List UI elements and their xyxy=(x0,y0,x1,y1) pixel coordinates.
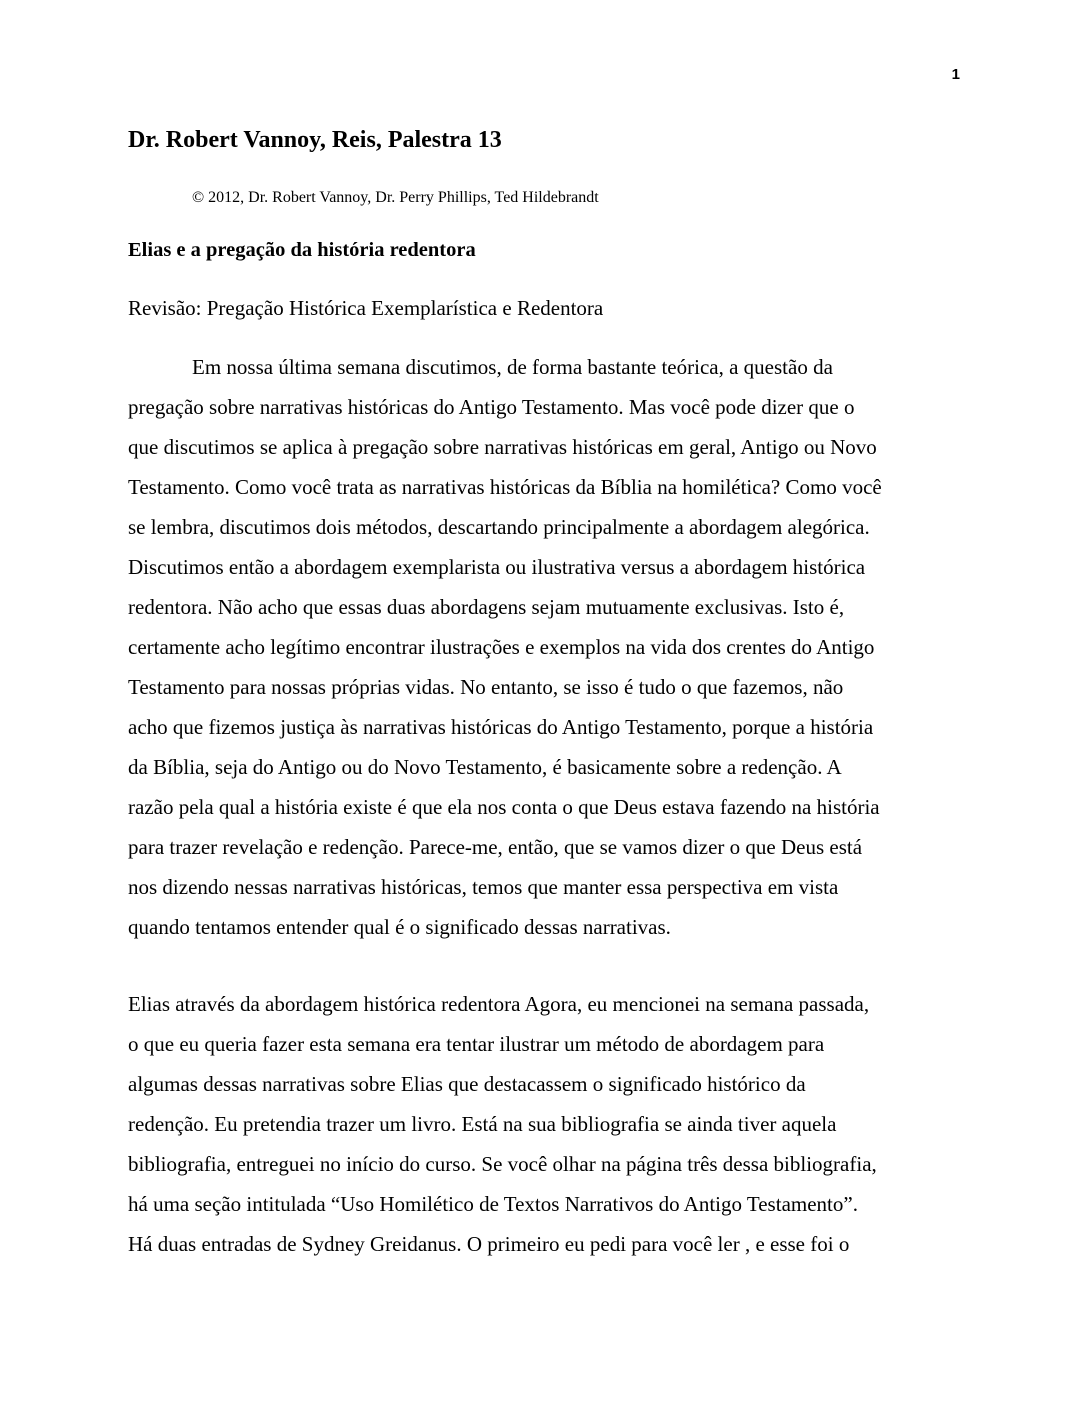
paragraph-2 xyxy=(128,992,966,1272)
paragraph-line: Em nossa última semana discutimos, de forma bastante teórica, a questão da xyxy=(192,355,833,379)
paragraph-line: há uma seção intitulada “Uso Homilético de Textos Narrativos do Antigo Testamento”. xyxy=(128,1192,858,1216)
paragraph-line: razão pela qual a história existe é que ela nos conta o que Deus estava fazendo na história xyxy=(128,795,880,819)
paragraph-line: Há duas entradas de Sydney Greidanus. O primeiro eu pedi para você ler , e esse foi o xyxy=(128,1232,850,1256)
paragraph-line: nos dizendo nessas narrativas históricas, temos que manter essa perspectiva em vista xyxy=(128,875,839,899)
paragraph-line: quando tentamos entender qual é o significado dessas narrativas. xyxy=(128,915,671,939)
paragraph-line: redentora. Não acho que essas duas abordagens sejam mutuamente exclusivas. Isto é, xyxy=(128,595,845,619)
page-number: 1 xyxy=(951,66,960,83)
paragraph-line: que discutimos se aplica à pregação sobre narrativas históricas em geral, Antigo ou Novo xyxy=(128,435,877,459)
paragraph-line: Testamento para nossas próprias vidas. No entanto, se isso é tudo o que fazemos, não xyxy=(128,675,844,699)
paragraph-line: pregação sobre narrativas históricas do Antigo Testamento. Mas você pode dizer que o xyxy=(128,395,855,419)
copyright-line: © 2012, Dr. Robert Vannoy, Dr. Perry Phillips, Ted Hildebrandt xyxy=(192,189,599,206)
paragraph-line: bibliografia, entreguei no início do curso. Se você olhar na página três dessa bibliografia, xyxy=(128,1152,877,1176)
review-subheading: Revisão: Pregação Histórica Exemplarística e Redentora xyxy=(128,296,604,320)
paragraph-line: Testamento. Como você trata as narrativas históricas da Bíblia na homilética? Como você xyxy=(128,475,882,499)
paragraph-line: da Bíblia, seja do Antigo ou do Novo Testamento, é basicamente sobre a redenção. A xyxy=(128,755,842,779)
document-title: Dr. Robert Vannoy, Reis, Palestra 13 xyxy=(128,127,502,153)
paragraph-line: se lembra, discutimos dois métodos, descartando principalmente a abordagem alegórica. xyxy=(128,515,870,539)
paragraph-line: o que eu queria fazer esta semana era tentar ilustrar um método de abordagem para xyxy=(128,1032,825,1056)
paragraph-line: redenção. Eu pretendia trazer um livro. Está na sua bibliografia se ainda tiver aquela xyxy=(128,1112,837,1136)
paragraph-line: certamente acho legítimo encontrar ilustrações e exemplos na vida dos crentes do Antigo xyxy=(128,635,875,659)
paragraph-line: Elias através da abordagem histórica redentora Agora, eu mencionei na semana passada, xyxy=(128,992,870,1016)
section-heading: Elias e a pregação da história redentora xyxy=(128,239,476,261)
paragraph-line: acho que fizemos justiça às narrativas históricas do Antigo Testamento, porque a história xyxy=(128,715,874,739)
paragraph-line: algumas dessas narrativas sobre Elias que destacassem o significado histórico da xyxy=(128,1072,806,1096)
paragraph-line: para trazer revelação e redenção. Parece-me, então, que se vamos dizer o que Deus está xyxy=(128,835,863,859)
paragraph-1 xyxy=(128,355,966,955)
paragraph-line: Discutimos então a abordagem exemplarista ou ilustrativa versus a abordagem histórica xyxy=(128,555,866,579)
